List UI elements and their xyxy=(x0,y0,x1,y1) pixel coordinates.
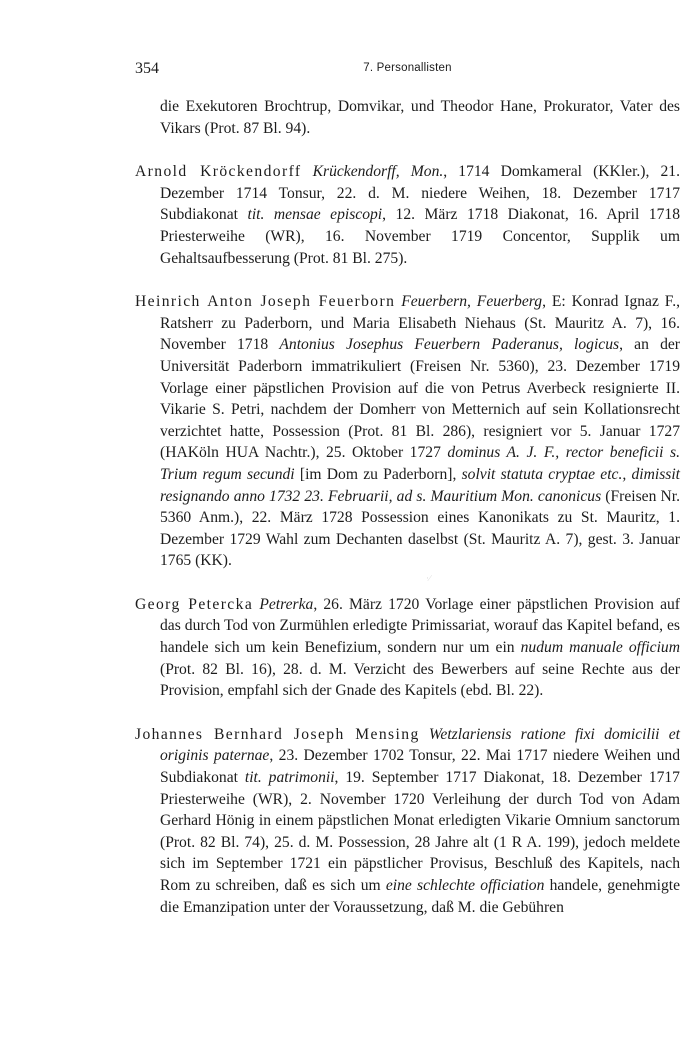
italic-text: Antonius Josephus Feuerbern Paderanus, logicus xyxy=(279,336,620,354)
person-name: Johannes Bernhard Joseph Mensing xyxy=(135,725,420,743)
person-name: Georg Petercka xyxy=(135,595,254,613)
italic-text: Feuerbern, Feuerberg xyxy=(401,293,543,311)
entry-kroeckendorff xyxy=(135,161,680,269)
italic-text: eine schlechte officiation xyxy=(385,877,545,894)
italic-text: nudum manuale officium xyxy=(520,639,680,657)
entry-text: , 19. September 1717 Diakonat, 18. Dezember 1717 Priesterweihe (WR), 2. November 1720 Verleihung der durch Tod von Adam Gerhard Hönig in einem päpstlichen Monat erledigten Vikarie Omnium sanctorum (Prot. 82 Bl. 74), 25. d. M. Possession, 28 Jahre alt (1 R A. 199), jedoch meldete sich im September 1721 ein päpstlicher Provisus, Beschluß des Kapitels, nach Rom zu schreiben, daß es sich um xyxy=(160,769,680,894)
italic-text: Petrerka xyxy=(259,595,314,613)
page-number: 354 xyxy=(135,60,159,77)
running-head: 7. Personallisten xyxy=(363,62,452,74)
italic-text: Wetzlariensis ratione fixi domicilii et originis paternae xyxy=(160,725,680,765)
entry-text: (Freisen Nr. 5360 Anm.), 22. März 1728 Possession eines Kanonikats zu St. Mauritz, 1. Dezember 1729 Wahl zum Dechanten daselbst (St. Mauritz A. 7), gest. 3. Januar 1765 (KK). xyxy=(160,487,681,570)
italic-text: tit. mensae episcopi xyxy=(247,206,383,224)
text-block xyxy=(135,96,680,918)
entry-text: [im Dom zu Paderborn], xyxy=(294,465,462,483)
person-name: Heinrich Anton Joseph Feuerborn xyxy=(135,293,396,311)
entry-mensing xyxy=(135,724,680,918)
entry-continuation xyxy=(135,96,680,139)
entry-text: , an der Universität Paderborn immatrikuliert (Freisen Nr. 5360), 23. Dezember 1719 Vorlage einer päpstlichen Provision auf die von Petrus Averbeck resignierte II. Vikarie S. Petri, nachdem der Domherr von Metternich auf sein Kollationsrecht verzichtet hatte, Possession (Prot. 81 Bl. 286), resigniert vor 5. Januar 1727 (HAKöln HUA Nachtr.), 25. Oktober 1727 xyxy=(160,336,680,462)
italic-text: dominus A. J. F., rector beneficii s. Trium regum secundi xyxy=(160,444,680,483)
scan-artifact: ·∕ xyxy=(426,573,431,583)
italic-text: Krückendorff, Mon. xyxy=(312,163,444,181)
entry-text: , 26. März 1720 Vorlage einer päpstlichen Provision auf das durch Tod von Zurmühlen erledigte Primissariat, worauf das Kapitel befand, es handele sich um kein Benefizium, sondern nur um ein xyxy=(160,595,680,657)
italic-text: tit. patrimonii xyxy=(244,769,335,787)
entry-text xyxy=(301,163,312,180)
entry-text: handele, genehmigte die Emanzipation unter der Voraussetzung, daß M. die Gebühren xyxy=(160,877,680,916)
entry-text: , E: Konrad Ignaz F., Ratsherr zu Paderborn, und Maria Elisabeth Niehaus (St. Mauritz A. 7), 16. November 1718 xyxy=(160,293,681,354)
page-header xyxy=(135,60,680,80)
person-name: Arnold Kröckendorff xyxy=(135,163,302,181)
entry-text: , 1714 Domkameral (KKler.), 21. Dezember 1714 Tonsur, 22. d. M. niedere Weihen, 18. Dezember 1717 Subdiakonat xyxy=(160,163,680,224)
entry-petercka xyxy=(135,594,680,702)
entry-text: (Prot. 82 Bl. 16), 28. d. M. Verzicht des Bewerbers auf seine Rechte aus der Provision, empfahl sich der Gnade des Kapitels (ebd. Bl. 22). xyxy=(160,660,680,700)
entry-text: die Exekutoren Brochtrup, Domvikar, und Theodor Hane, Prokurator, Vater des Vikars (Prot. 87 Bl. 94). xyxy=(160,98,680,137)
entry-feuerborn xyxy=(135,291,680,572)
entry-text: , 23. Dezember 1702 Tonsur, 22. Mai 1717 niedere Weihen und Subdiakonat xyxy=(160,747,680,787)
entry-text: , 12. März 1718 Diakonat, 16. April 1718 Priesterweihe (WR), 16. November 1719 Concentor, Supplik um Gehaltsaufbesserung (Prot. 81 Bl. 275). xyxy=(160,206,680,267)
entry-text xyxy=(420,726,429,743)
italic-text: solvit statuta cryptae etc., dimissit resignando anno 1732 23. Februarii, ad s. Mauritium Mon. canonicus xyxy=(160,465,681,505)
